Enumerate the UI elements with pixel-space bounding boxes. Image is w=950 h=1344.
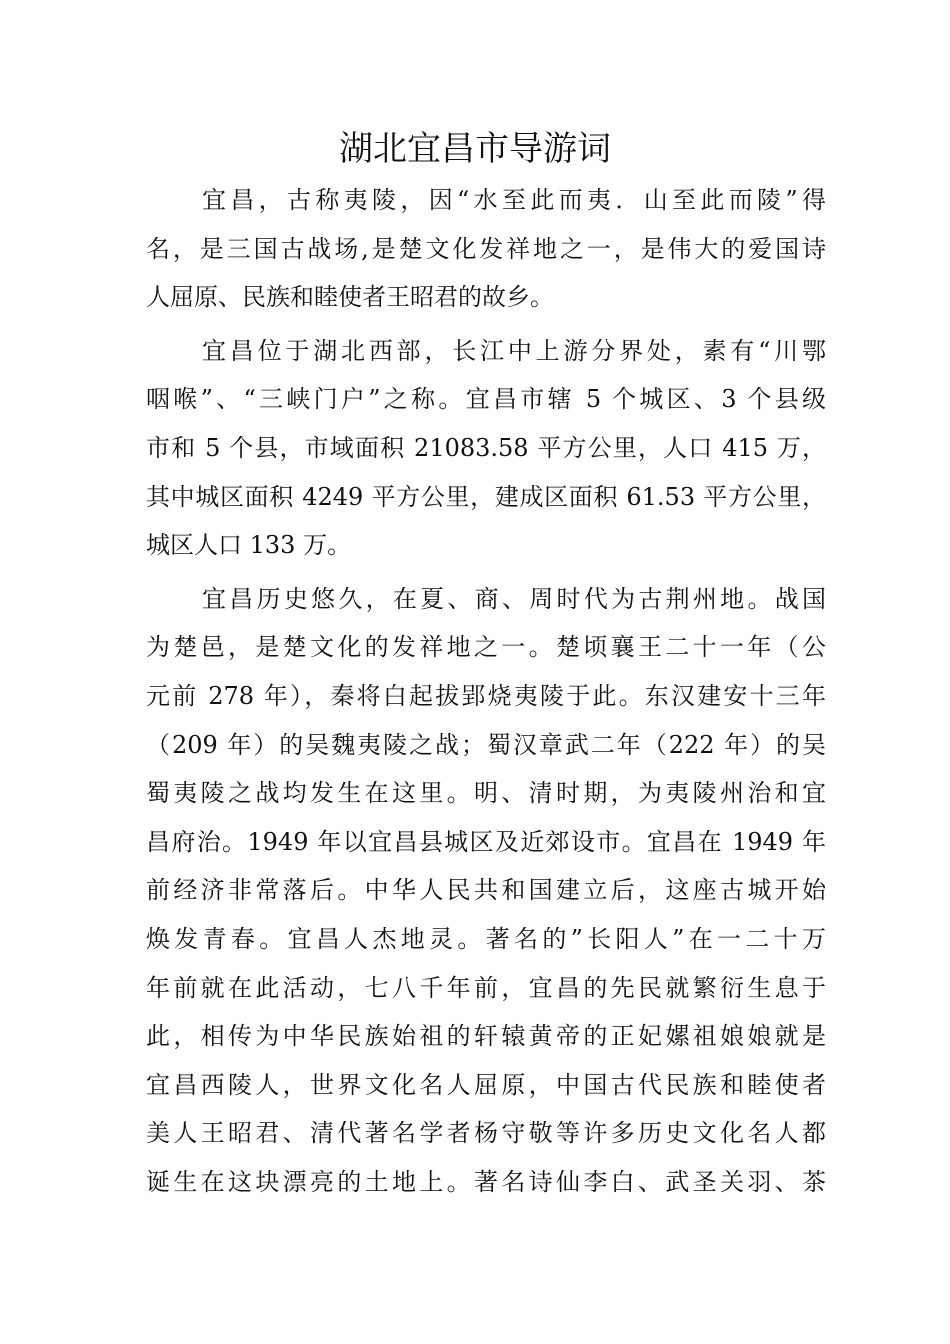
paragraph-line: 城区人口 133 万。	[146, 531, 352, 560]
paragraph-line: 宜昌西陵人，世界文化名人屈原，中国古代民族和睦使者	[146, 1070, 826, 1099]
paragraph-2	[146, 327, 826, 570]
document-body	[146, 176, 826, 1206]
paragraph-line: 人屈原、民族和睦使者王昭君的故乡。	[146, 283, 554, 312]
paragraph-line: 蜀夷陵之战均发生在这里。明、清时期，为夷陵州治和宜	[146, 779, 826, 808]
paragraph-line: 美人王昭君、清代著名学者杨守敬等许多历史文化名人都	[146, 1119, 826, 1148]
paragraph-line: 其中城区面积 4249 平方公里，建成区面积 61.53 平方公里，	[146, 482, 826, 511]
paragraph-line: 宜昌，古称夷陵，因“水至此而夷．山至此而陵”得	[202, 186, 826, 214]
paragraph-line: 宜昌位于湖北西部，长江中上游分界处，素有“川鄂	[202, 336, 826, 365]
paragraph-line: 诞生在这块漂亮的土地上。著名诗仙李白、武圣关羽、茶	[146, 1167, 826, 1196]
paragraph-line: 宜昌历史悠久，在夏、商、周时代为古荆州地。战国	[202, 584, 826, 613]
paragraph-line: 咽喉”、“三峡门户”之称。宜昌市辖 5 个城区、3 个县级	[146, 385, 826, 414]
paragraph-line: 名，是三国古战场,是楚文化发祥地之一，是伟大的爱国诗	[146, 234, 826, 263]
paragraph-line: 前经济非常落后。中华人民共和国建立后，这座古城开始	[146, 876, 826, 905]
paragraph-line: 年前就在此活动，七八千年前，宜昌的先民就繁衍生息于	[146, 973, 826, 1002]
document-title: 湖北宜昌市导游词	[339, 129, 611, 169]
paragraph-3	[146, 575, 826, 1207]
paragraph-1	[146, 176, 826, 322]
paragraph-line: 市和 5 个县，市域面积 21083.58 平方公里，人口 415 万，	[146, 433, 826, 462]
paragraph-line: 此，相传为中华民族始祖的轩辕黄帝的正妃嫘祖娘娘就是	[146, 1022, 826, 1051]
paragraph-line: 为楚邑，是楚文化的发祥地之一。楚顷襄王二十一年（公	[146, 633, 826, 662]
paragraph-line: 昌府治。1949 年以宜昌县城区及近郊设市。宜昌在 1949 年	[146, 827, 826, 856]
paragraph-line: 元前 278 年），秦将白起拔郢烧夷陵于此。东汉建安十三年	[146, 681, 826, 710]
paragraph-line: （209 年）的吴魏夷陵之战；蜀汉章武二年（222 年）的吴	[146, 730, 826, 759]
paragraph-line: 焕发青春。宜昌人杰地灵。著名的”长阳人”在一二十万	[146, 924, 826, 953]
